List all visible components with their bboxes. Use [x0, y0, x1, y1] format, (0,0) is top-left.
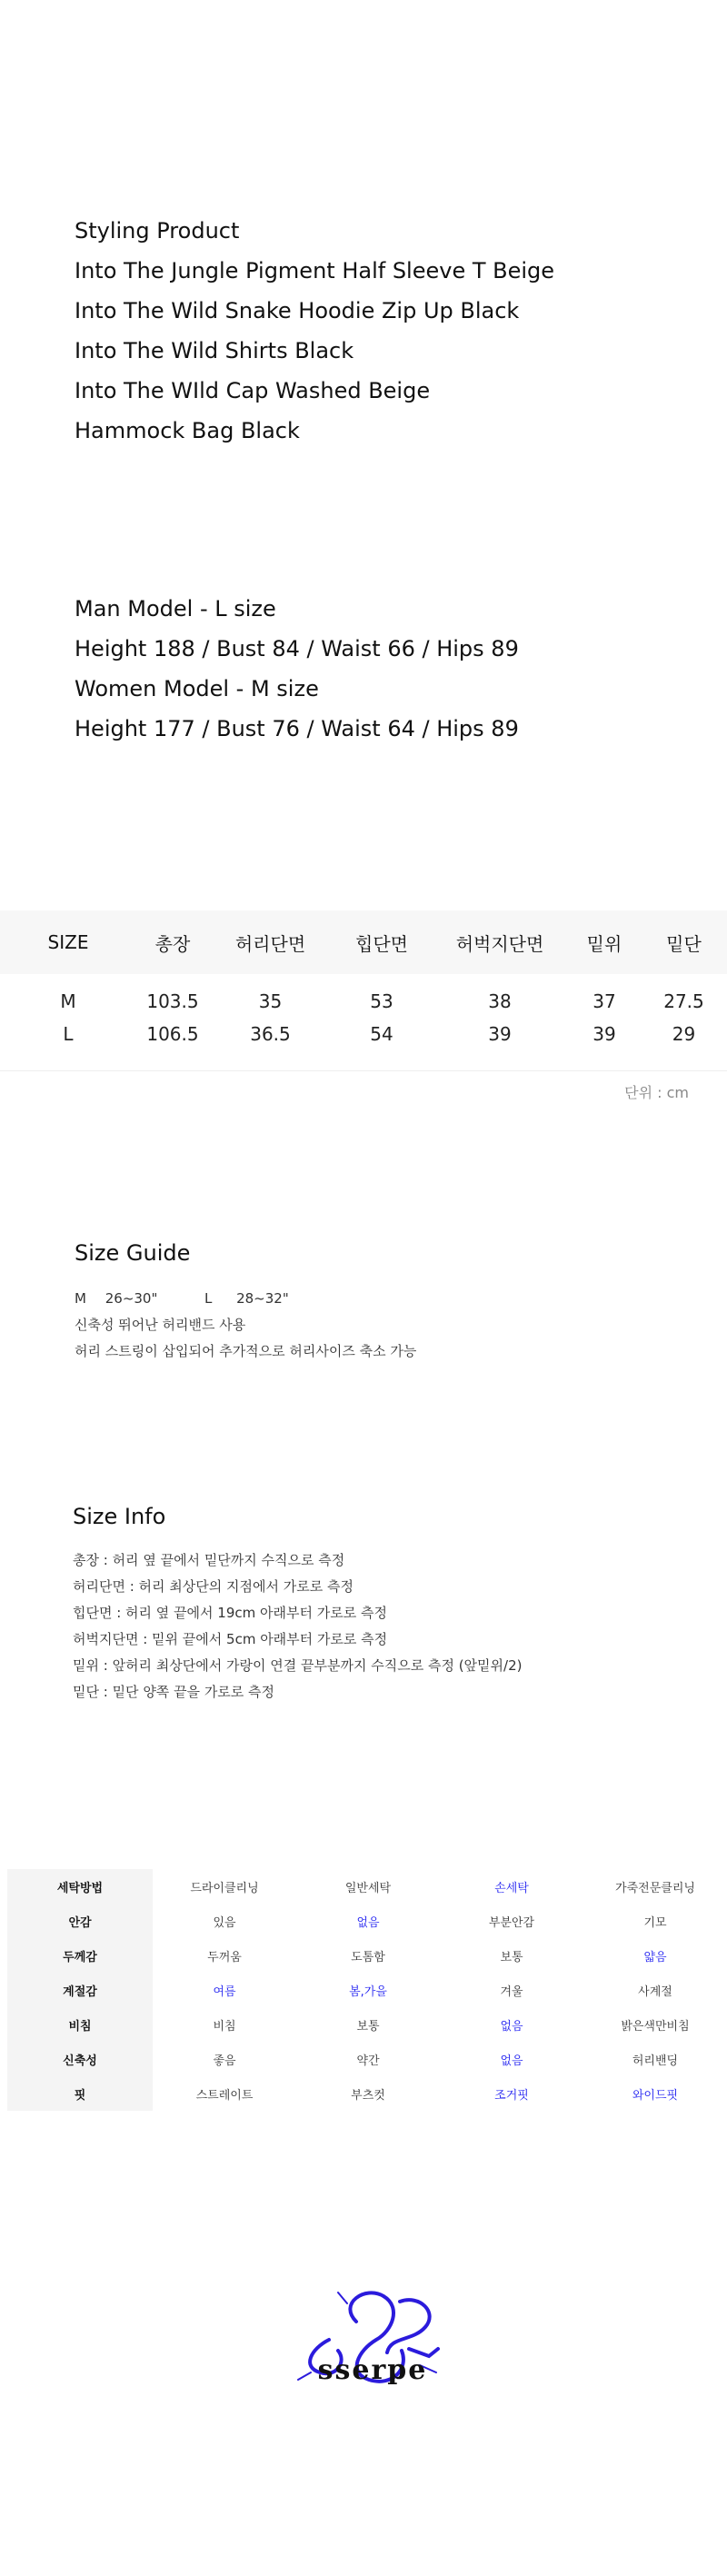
care-option: 허리밴딩	[632, 2054, 679, 2068]
care-option: 드라이클리닝	[190, 1881, 259, 1895]
care-row	[7, 2042, 727, 2076]
care-row-label: 신축성	[7, 2042, 153, 2076]
size-unit-note: 단위 : cm	[624, 1084, 689, 1101]
size-table-cell: 36.5	[250, 1023, 291, 1045]
size-table-row	[0, 974, 727, 1018]
snake-icon	[293, 2285, 453, 2411]
size-table-cell: 39	[488, 1023, 512, 1045]
care-option: 여름	[213, 1984, 236, 1999]
size-table-header-cell: 총장	[154, 932, 191, 955]
care-option: 도톰함	[351, 1950, 385, 1964]
size-table-cell: 27.5	[663, 990, 704, 1012]
care-option: 없음	[500, 2054, 523, 2068]
size-info-line: 힙단면 : 허리 옆 끝에서 19cm 아래부터 가로로 측정	[73, 1605, 387, 1621]
size-table-row	[0, 1018, 727, 1050]
care-row-label: 비침	[7, 2007, 153, 2042]
care-option: 스트레이트	[195, 2088, 254, 2103]
man-model-title: Man Model - L size	[75, 596, 276, 622]
care-row	[7, 1904, 727, 1938]
care-row	[7, 1938, 727, 1973]
size-guide-line: 신축성 뛰어난 허리밴드 사용	[75, 1317, 246, 1333]
size-info-section	[73, 1504, 522, 1706]
size-table-cell: 38	[488, 990, 512, 1012]
care-option: 사계절	[638, 1984, 672, 1999]
styling-item: Into The Wild Shirts Black	[75, 338, 354, 363]
care-option: 조거핏	[494, 2088, 529, 2103]
care-option: 있음	[213, 1915, 236, 1930]
care-row-label: 핏	[7, 2076, 153, 2111]
care-option: 비침	[213, 2019, 236, 2034]
size-guide-l-label: L	[204, 1290, 213, 1307]
size-info-line: 허리단면 : 허리 최상단의 지점에서 가로로 측정	[73, 1578, 354, 1595]
size-table-cell: 54	[370, 1023, 393, 1045]
care-row	[7, 2076, 727, 2111]
care-row	[7, 1869, 727, 1904]
size-info-line: 밑단 : 밑단 양쪽 끝을 가로로 측정	[73, 1684, 275, 1700]
size-table-cell: L	[63, 1023, 74, 1045]
size-table-header-cell: 허리단면	[234, 932, 306, 955]
size-table-cell: 39	[593, 1023, 616, 1045]
size-table-header-cell: 허벅지단면	[455, 932, 544, 955]
care-option: 일반세탁	[344, 1881, 392, 1895]
size-table-divider	[0, 1050, 727, 1071]
styling-product-section	[75, 211, 674, 451]
care-option: 보통	[356, 2019, 380, 2034]
brand-logo	[293, 2285, 453, 2411]
size-guide-l-range: 28~32"	[236, 1290, 289, 1307]
size-table-cell: 35	[258, 990, 283, 1012]
model-info-section	[75, 589, 674, 749]
size-table-cell: 53	[370, 990, 393, 1012]
care-info-table	[7, 1869, 727, 2111]
care-option: 두꺼움	[207, 1950, 242, 1964]
care-option: 좋음	[213, 2054, 236, 2068]
care-option: 겨울	[500, 1984, 523, 1999]
styling-item: Hammock Bag Black	[75, 418, 300, 443]
size-table	[0, 910, 727, 1071]
size-table-header-cell: 밑위	[586, 932, 622, 955]
size-guide-section	[75, 1240, 416, 1365]
care-row	[7, 2007, 727, 2042]
size-table-header-cell: SIZE	[47, 931, 89, 953]
size-table-cell: M	[60, 990, 76, 1012]
styling-product-title: Styling Product	[75, 218, 240, 244]
woman-model-specs: Height 177 / Bust 76 / Waist 64 / Hips 89	[75, 716, 519, 741]
care-row-label: 계절감	[7, 1973, 153, 2007]
styling-item: Into The Jungle Pigment Half Sleeve T Beige	[75, 258, 555, 283]
size-guide-waist-ranges	[75, 1286, 416, 1312]
care-option: 약간	[356, 2054, 380, 2068]
care-row-label: 세탁방법	[7, 1869, 153, 1904]
care-option: 부분안감	[488, 1915, 535, 1930]
size-table-cell: 29	[672, 1023, 696, 1045]
care-row-label: 두께감	[7, 1938, 153, 1973]
size-table-header	[0, 910, 727, 974]
size-info-line: 밑위 : 앞허리 최상단에서 가랑이 연결 끝부분까지 수직으로 측정 (앞밑위/2)	[73, 1657, 523, 1674]
size-table-cell: 37	[593, 990, 616, 1012]
size-table-header-cell: 밑단	[666, 932, 702, 955]
size-info-line: 허벅지단면 : 밑위 끝에서 5cm 아래부터 가로로 측정	[73, 1631, 388, 1647]
woman-model-title: Women Model - M size	[75, 676, 319, 701]
size-info-line: 총장 : 허리 옆 끝에서 밑단까지 수직으로 측정	[73, 1552, 345, 1568]
size-guide-m-range: 26~30"	[105, 1290, 158, 1307]
care-option: 가죽전문클리닝	[615, 1881, 695, 1895]
size-table-header-cell: 힙단면	[355, 932, 408, 955]
man-model-specs: Height 188 / Bust 84 / Waist 66 / Hips 89	[75, 636, 519, 661]
care-option: 손세탁	[494, 1881, 529, 1895]
care-option: 없음	[356, 1915, 380, 1930]
size-guide-m-label: M	[75, 1290, 86, 1307]
styling-item: Into The Wild Snake Hoodie Zip Up Black	[75, 298, 520, 323]
size-table-cell: 106.5	[146, 1023, 199, 1045]
care-option: 밝은색만비침	[621, 2019, 690, 2034]
care-row-label: 안감	[7, 1904, 153, 1938]
care-option: 부츠컷	[351, 2088, 385, 2103]
care-option: 보통	[500, 1950, 523, 1964]
size-guide-title: Size Guide	[75, 1240, 191, 1266]
care-option: 없음	[500, 2019, 523, 2034]
care-option: 와이드핏	[632, 2088, 679, 2103]
care-row	[7, 1973, 727, 2007]
size-info-title: Size Info	[73, 1504, 166, 1529]
care-option: 기모	[643, 1915, 667, 1930]
size-table-cell: 103.5	[146, 990, 199, 1012]
care-option: 봄,가을	[349, 1984, 387, 1999]
styling-item: Into The WIld Cap Washed Beige	[75, 378, 431, 403]
size-guide-line: 허리 스트링이 삽입되어 추가적으로 허리사이즈 축소 가능	[75, 1343, 417, 1359]
care-option: 얇음	[643, 1950, 667, 1964]
brand-logo-text: sserpe	[317, 2354, 428, 2386]
